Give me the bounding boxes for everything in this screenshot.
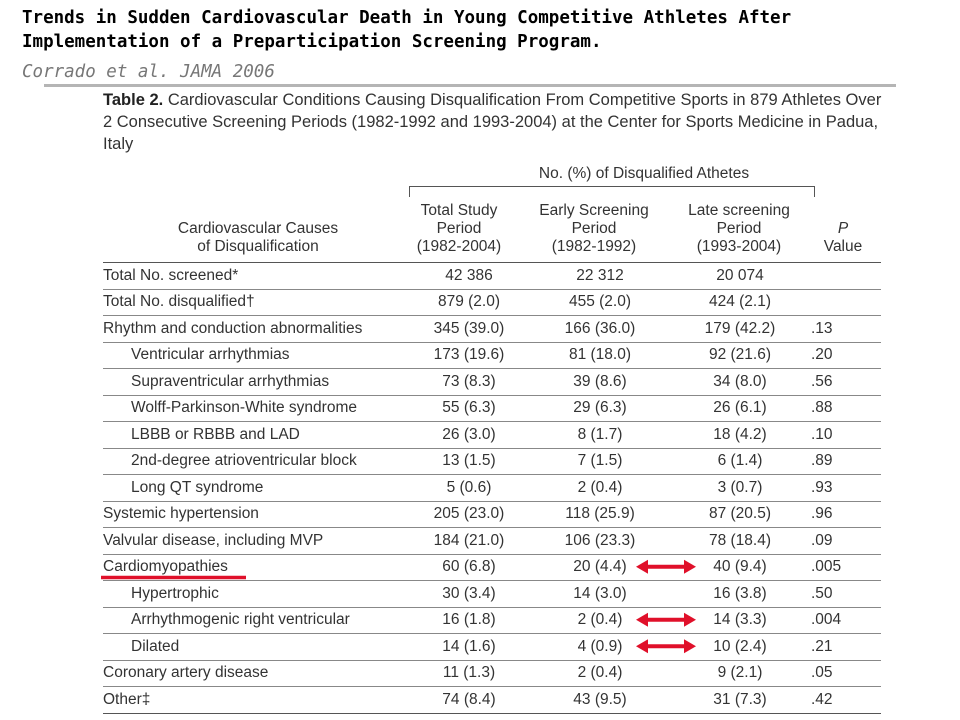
row-p-value-cell: .96 (805, 501, 881, 528)
column-header-late (673, 202, 805, 256)
row-p-value-cell: .93 (805, 475, 881, 502)
row-early-cell: 8 (1.7) (525, 422, 675, 449)
slide-title-line-2: Implementation of a Preparticipation Screening Program. (22, 32, 602, 52)
row-late-cell: 20 074 (675, 263, 805, 290)
row-cause-cell: Supraventricular arrhythmias (103, 369, 413, 396)
table-row (103, 289, 881, 316)
row-p-value-cell: .05 (805, 660, 881, 687)
column-header-p-line: Value (823, 238, 863, 255)
row-late-cell: 10 (2.4) (675, 634, 805, 661)
row-total-cell: 11 (1.3) (413, 660, 525, 687)
table-body (103, 263, 881, 714)
row-total-cell: 13 (1.5) (413, 448, 525, 475)
row-total-cell: 74 (8.4) (413, 687, 525, 714)
column-header-total-line: Total Study (420, 202, 498, 219)
table-header (103, 155, 875, 263)
table-row (103, 263, 881, 290)
row-p-value-cell: .21 (805, 634, 881, 661)
row-early-cell: 2 (0.4) (525, 475, 675, 502)
row-cause-cell: Other‡ (103, 687, 413, 714)
row-cause-cell: Valvular disease, including MVP (103, 528, 413, 555)
row-cause-cell: Hypertrophic (103, 581, 413, 608)
row-p-value-cell: .10 (805, 422, 881, 449)
row-late-cell: 179 (42.2) (675, 316, 805, 343)
row-p-value-cell: .50 (805, 581, 881, 608)
table-row (103, 581, 881, 608)
row-total-cell: 30 (3.4) (413, 581, 525, 608)
row-p-value-cell: .09 (805, 528, 881, 555)
row-p-value-cell: .56 (805, 369, 881, 396)
column-header-cause-line: Cardiovascular Causes (177, 220, 339, 237)
row-total-cell: 345 (39.0) (413, 316, 525, 343)
row-late-cell: 31 (7.3) (675, 687, 805, 714)
slide-title-line-1: Trends in Sudden Cardiovascular Death in Young Competitive Athletes After (22, 8, 792, 28)
row-total-cell: 173 (19.6) (413, 342, 525, 369)
row-cause-cell: Coronary artery disease (103, 660, 413, 687)
column-header-p-value (811, 220, 875, 256)
row-late-cell: 78 (18.4) (675, 528, 805, 555)
table-caption-label: Table 2. (103, 91, 164, 109)
table-row (103, 634, 881, 661)
row-early-cell: 106 (23.3) (525, 528, 675, 555)
column-header-late-line: Late screening (688, 202, 790, 219)
row-p-value-cell (805, 289, 881, 316)
row-early-cell: 455 (2.0) (525, 289, 675, 316)
row-p-value-cell: .42 (805, 687, 881, 714)
column-header-p-line: P (837, 220, 849, 237)
row-late-cell: 34 (8.0) (675, 369, 805, 396)
row-early-cell: 43 (9.5) (525, 687, 675, 714)
row-late-cell: 18 (4.2) (675, 422, 805, 449)
row-cause-cell: Cardiomyopathies (103, 554, 413, 581)
row-total-cell: 14 (1.6) (413, 634, 525, 661)
column-header-early-line: (1982-1992) (551, 238, 637, 255)
column-header-cause-line: of Disqualification (197, 238, 319, 255)
row-early-cell: 29 (6.3) (525, 395, 675, 422)
row-late-cell: 6 (1.4) (675, 448, 805, 475)
row-cause-cell: Systemic hypertension (103, 501, 413, 528)
row-cause-cell: LBBB or RBBB and LAD (103, 422, 413, 449)
row-early-cell: 166 (36.0) (525, 316, 675, 343)
row-cause-cell: Ventricular arrhythmias (103, 342, 413, 369)
title-divider (44, 84, 896, 87)
row-total-cell: 55 (6.3) (413, 395, 525, 422)
row-total-cell: 5 (0.6) (413, 475, 525, 502)
slide-title (22, 6, 942, 54)
table-row (103, 342, 881, 369)
row-total-cell: 26 (3.0) (413, 422, 525, 449)
table-row (103, 448, 881, 475)
column-header-late-line: Period (716, 220, 762, 237)
row-total-cell: 16 (1.8) (413, 607, 525, 634)
row-cause-cell: 2nd-degree atrioventricular block (103, 448, 413, 475)
row-late-cell: 9 (2.1) (675, 660, 805, 687)
row-cause-cell: Arrhythmogenic right ventricular (103, 607, 413, 634)
row-p-value-cell: .20 (805, 342, 881, 369)
row-cause-cell: Rhythm and conduction abnormalities (103, 316, 413, 343)
row-p-value-cell (805, 263, 881, 290)
column-header-early (523, 202, 665, 256)
row-cause-cell: Wolff-Parkinson-White syndrome (103, 395, 413, 422)
row-p-value-cell: .005 (805, 554, 881, 581)
table-row (103, 528, 881, 555)
table-row (103, 316, 881, 343)
disqualification-table (103, 262, 881, 714)
row-early-cell: 2 (0.4) (525, 660, 675, 687)
table-caption-text: Cardiovascular Conditions Causing Disqualification From Competitive Sports in 879 Athletes Over 2 Consecutive Screening Periods (1982-1992 and 1993-2004) at the Center for Sports Medicine in Padua, Italy (103, 91, 882, 153)
row-early-cell: 7 (1.5) (525, 448, 675, 475)
row-late-cell: 16 (3.8) (675, 581, 805, 608)
row-early-cell: 81 (18.0) (525, 342, 675, 369)
table-row (103, 369, 881, 396)
row-early-cell: 118 (25.9) (525, 501, 675, 528)
row-early-cell: 4 (0.9) (525, 634, 675, 661)
row-total-cell: 42 386 (413, 263, 525, 290)
column-header-total (403, 202, 515, 256)
row-cause-cell: Total No. disqualified† (103, 289, 413, 316)
row-early-cell: 39 (8.6) (525, 369, 675, 396)
row-cause-cell: Total No. screened* (103, 263, 413, 290)
row-late-cell: 424 (2.1) (675, 289, 805, 316)
row-total-cell: 205 (23.0) (413, 501, 525, 528)
row-early-cell: 22 312 (525, 263, 675, 290)
row-p-value-cell: .13 (805, 316, 881, 343)
column-header-total-line: (1982-2004) (416, 238, 502, 255)
row-early-cell: 20 (4.4) (525, 554, 675, 581)
row-early-cell: 14 (3.0) (525, 581, 675, 608)
column-header-late-line: (1993-2004) (696, 238, 782, 255)
row-late-cell: 26 (6.1) (675, 395, 805, 422)
row-p-value-cell: .004 (805, 607, 881, 634)
table-row (103, 422, 881, 449)
row-late-cell: 40 (9.4) (675, 554, 805, 581)
row-total-cell: 879 (2.0) (413, 289, 525, 316)
group-header-bracket (409, 186, 815, 197)
row-p-value-cell: .88 (805, 395, 881, 422)
row-early-cell: 2 (0.4) (525, 607, 675, 634)
column-header-early-line: Period (571, 220, 617, 237)
row-total-cell: 184 (21.0) (413, 528, 525, 555)
row-total-cell: 73 (8.3) (413, 369, 525, 396)
row-cause-cell: Dilated (103, 634, 413, 661)
row-late-cell: 14 (3.3) (675, 607, 805, 634)
row-total-cell: 60 (6.8) (413, 554, 525, 581)
table-row (103, 660, 881, 687)
citation: Corrado et al. JAMA 2006 (22, 62, 275, 82)
row-cause-cell: Long QT syndrome (103, 475, 413, 502)
group-header-label: No. (%) of Disqualified Athetes (538, 165, 750, 182)
column-header-total-line: Period (436, 220, 482, 237)
table-row (103, 475, 881, 502)
table-row (103, 554, 881, 581)
row-late-cell: 92 (21.6) (675, 342, 805, 369)
column-header-early-line: Early Screening (539, 202, 649, 219)
table-row (103, 607, 881, 634)
row-late-cell: 87 (20.5) (675, 501, 805, 528)
table-row (103, 395, 881, 422)
table-row (103, 501, 881, 528)
row-late-cell: 3 (0.7) (675, 475, 805, 502)
column-header-cause (103, 220, 413, 256)
table-row (103, 687, 881, 714)
row-p-value-cell: .89 (805, 448, 881, 475)
table-caption (103, 89, 893, 155)
